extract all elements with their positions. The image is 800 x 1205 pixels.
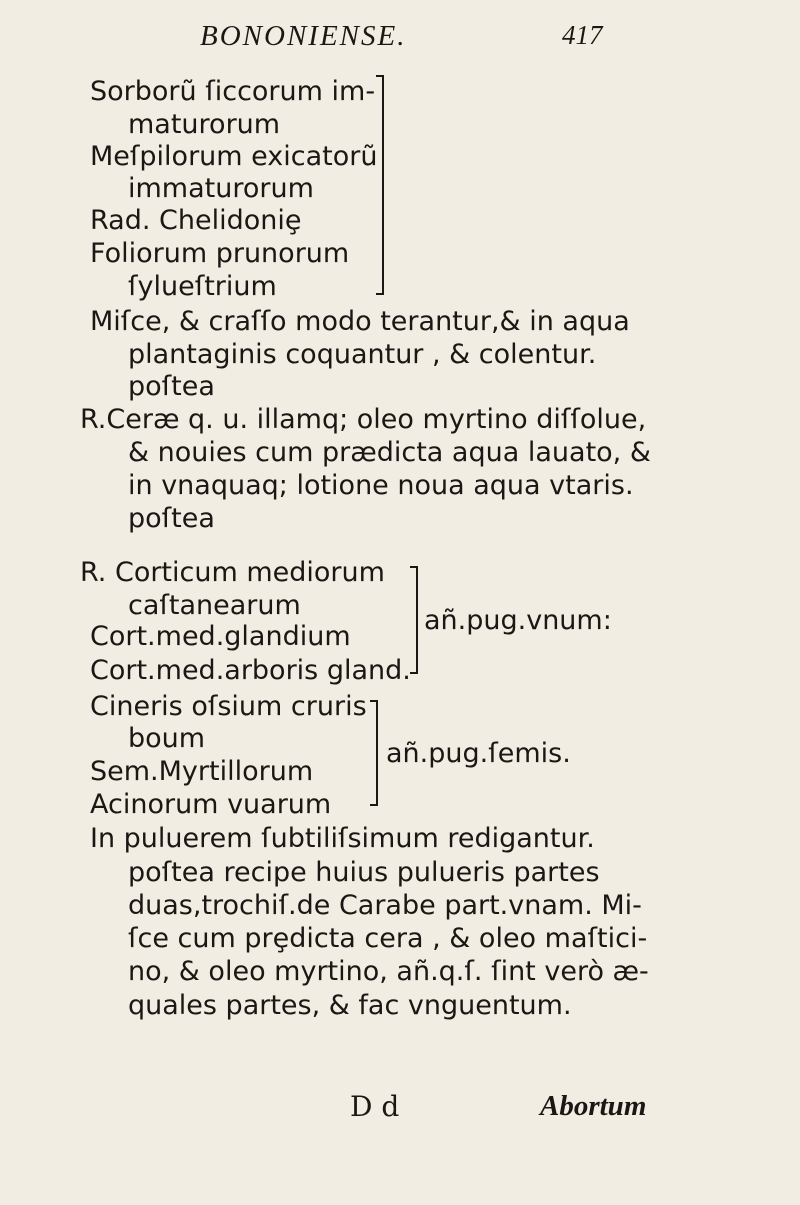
body2-line-2: poſtea recipe huius pulueris partes	[128, 857, 600, 888]
recipe1-line-1: Sorborũ ſiccorum im-	[90, 76, 376, 107]
recipe2-line-3: Cort.med.glandium	[90, 621, 351, 652]
recipe3-line-4: Acinorum vuarum	[90, 789, 332, 820]
running-header-title: BONONIENSE.	[200, 20, 407, 52]
catchword: Abortum	[540, 1090, 647, 1122]
body2-line-6: quales partes, & fac vnguentum.	[128, 990, 572, 1021]
recipe1-brace	[376, 75, 384, 295]
body1-line-1: Miſce, & craſſo modo terantur,& in aqua	[90, 306, 630, 337]
body1-line-7: poſtea	[128, 503, 215, 534]
recipe1-line-4: immaturorum	[128, 173, 314, 204]
recipe1-line-6: Foliorum prunorum	[90, 238, 350, 269]
recipe3-line-3: Sem.Myrtillorum	[90, 756, 314, 787]
body1-line-3: poſtea	[128, 371, 215, 402]
body1-line-4: R.Ceræ q. u. illamq; oleo myrtino diſſolue,	[80, 404, 647, 435]
recipe1-line-5: Rad. Chelidoniȩ	[90, 205, 302, 236]
body1-line-5: & nouies cum prædicta aqua lauato, &	[128, 437, 651, 468]
recipe2-line-2: caſtanearum	[128, 590, 301, 621]
recipe2-dose: añ.pug.vnum:	[424, 605, 612, 636]
recipe2-line-1: R. Corticum mediorum	[80, 557, 385, 588]
recipe1-line-2: maturorum	[128, 109, 281, 140]
recipe1-line-7: ſylueſtrium	[128, 271, 277, 302]
body2-line-1: In puluerem ſubtiliſsimum redigantur.	[90, 823, 595, 854]
recipe3-line-1: Cineris oſsium cruris	[90, 691, 367, 722]
recipe1-line-3: Meſpilorum exicatorũ	[90, 141, 378, 172]
recipe3-brace	[370, 700, 378, 806]
page-number: 417	[562, 20, 603, 50]
signature-mark: D d	[350, 1090, 400, 1123]
recipe3-line-2: boum	[128, 723, 206, 754]
body2-line-3: duas,trochiſ.de Carabe part.vnam. Mi-	[128, 890, 642, 921]
body2-line-5: no, & oleo myrtino, añ.q.ſ. ſint verò æ-	[128, 956, 649, 987]
body2-line-4: ſce cum prȩdicta cera , & oleo maſtici-	[128, 923, 648, 954]
recipe2-brace	[410, 566, 418, 674]
body1-line-6: in vnaquaq; lotione noua aqua vtaris.	[128, 470, 634, 501]
recipe3-dose: añ.pug.ſemis.	[386, 738, 571, 769]
recipe2-line-4: Cort.med.arboris gland.	[90, 655, 411, 686]
body1-line-2: plantaginis coquantur , & colentur.	[128, 339, 597, 370]
